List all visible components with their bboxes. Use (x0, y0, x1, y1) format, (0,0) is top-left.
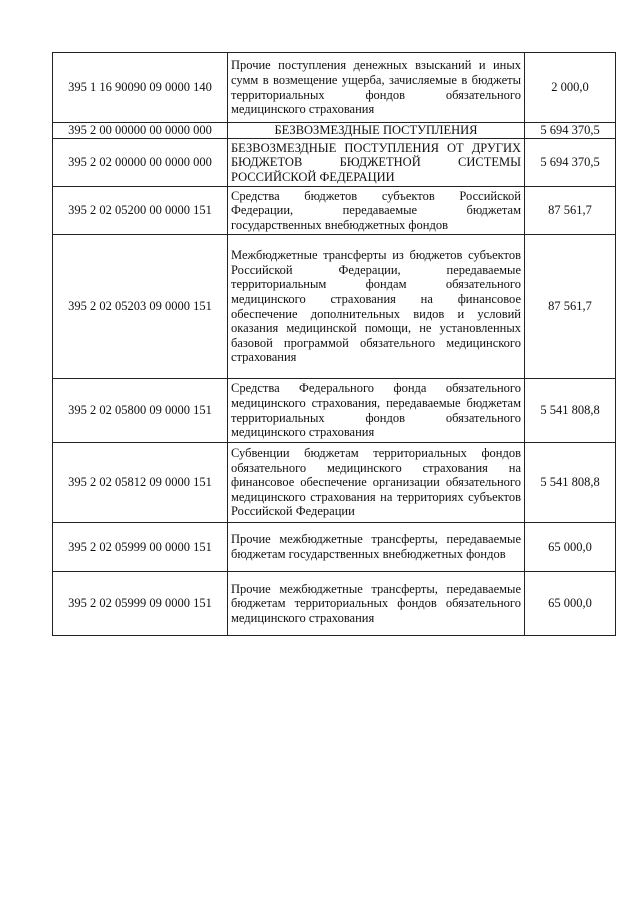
amount-cell: 65 000,0 (525, 572, 616, 636)
amount-cell: 87 561,7 (525, 235, 616, 379)
budget-code-cell: 395 2 02 05203 09 0000 151 (53, 235, 228, 379)
amount-cell: 5 541 808,8 (525, 443, 616, 523)
amount-cell: 65 000,0 (525, 523, 616, 572)
table-row (53, 443, 616, 523)
budget-revenue-table (52, 52, 616, 636)
budget-code-cell: 395 2 02 05200 00 0000 151 (53, 187, 228, 235)
budget-code-cell: 395 2 02 00000 00 0000 000 (53, 139, 228, 187)
budget-code-cell: 395 2 02 05999 00 0000 151 (53, 523, 228, 572)
table-row (53, 523, 616, 572)
table-row (53, 235, 616, 379)
budget-code-cell: 395 1 16 90090 09 0000 140 (53, 53, 228, 123)
revenue-name-cell: БЕЗВОЗМЕЗДНЫЕ ПОСТУПЛЕНИЯ ОТ ДРУГИХ БЮДЖЕТОВ БЮДЖЕТНОЙ СИСТЕМЫ РОССИЙСКОЙ ФЕДЕРАЦИИ (228, 139, 525, 187)
table-row (53, 379, 616, 443)
budget-code-cell: 395 2 02 05812 09 0000 151 (53, 443, 228, 523)
budget-code-cell: 395 2 02 05800 09 0000 151 (53, 379, 228, 443)
table-row (53, 572, 616, 636)
budget-code-cell: 395 2 00 00000 00 0000 000 (53, 123, 228, 139)
revenue-name-cell: Средства Федерального фонда обязательного медицинского страхования, передаваемые бюджетам территориальных фондов обязательного медицинского страхования (228, 379, 525, 443)
table-row (53, 123, 616, 139)
revenue-name-cell: Прочие поступления денежных взысканий и иных сумм в возмещение ущерба, зачисляемые в бюджеты территориальных фондов обязательного медицинского страхования (228, 53, 525, 123)
amount-cell: 2 000,0 (525, 53, 616, 123)
amount-cell: 87 561,7 (525, 187, 616, 235)
revenue-name-cell: Субвенции бюджетам территориальных фондов обязательного медицинского страхования на финансовое обеспечение организации обязательного медицинского страхования на территориях субъектов Российской Федерации (228, 443, 525, 523)
revenue-name-cell: Межбюджетные трансферты из бюджетов субъектов Российской Федерации, передаваемые территориальным фондам обязательного медицинского страхования на финансовое обеспечение дополнительных видов и условий оказания медицинской помощи, не установленных базовой программой обязательного медицинского страхования (228, 235, 525, 379)
table-row (53, 187, 616, 235)
revenue-name-cell: Прочие межбюджетные трансферты, передаваемые бюджетам государственных внебюджетных фондов (228, 523, 525, 572)
revenue-name-cell: Прочие межбюджетные трансферты, передаваемые бюджетам территориальных фондов обязательного медицинского страхования (228, 572, 525, 636)
amount-cell: 5 694 370,5 (525, 139, 616, 187)
amount-cell: 5 541 808,8 (525, 379, 616, 443)
revenue-name-cell: Средства бюджетов субъектов Российской Федерации, передаваемые бюджетам государственных внебюджетных фондов (228, 187, 525, 235)
revenue-name-cell: БЕЗВОЗМЕЗДНЫЕ ПОСТУПЛЕНИЯ (228, 123, 525, 139)
table-row (53, 53, 616, 123)
amount-cell: 5 694 370,5 (525, 123, 616, 139)
table-row (53, 139, 616, 187)
budget-code-cell: 395 2 02 05999 09 0000 151 (53, 572, 228, 636)
